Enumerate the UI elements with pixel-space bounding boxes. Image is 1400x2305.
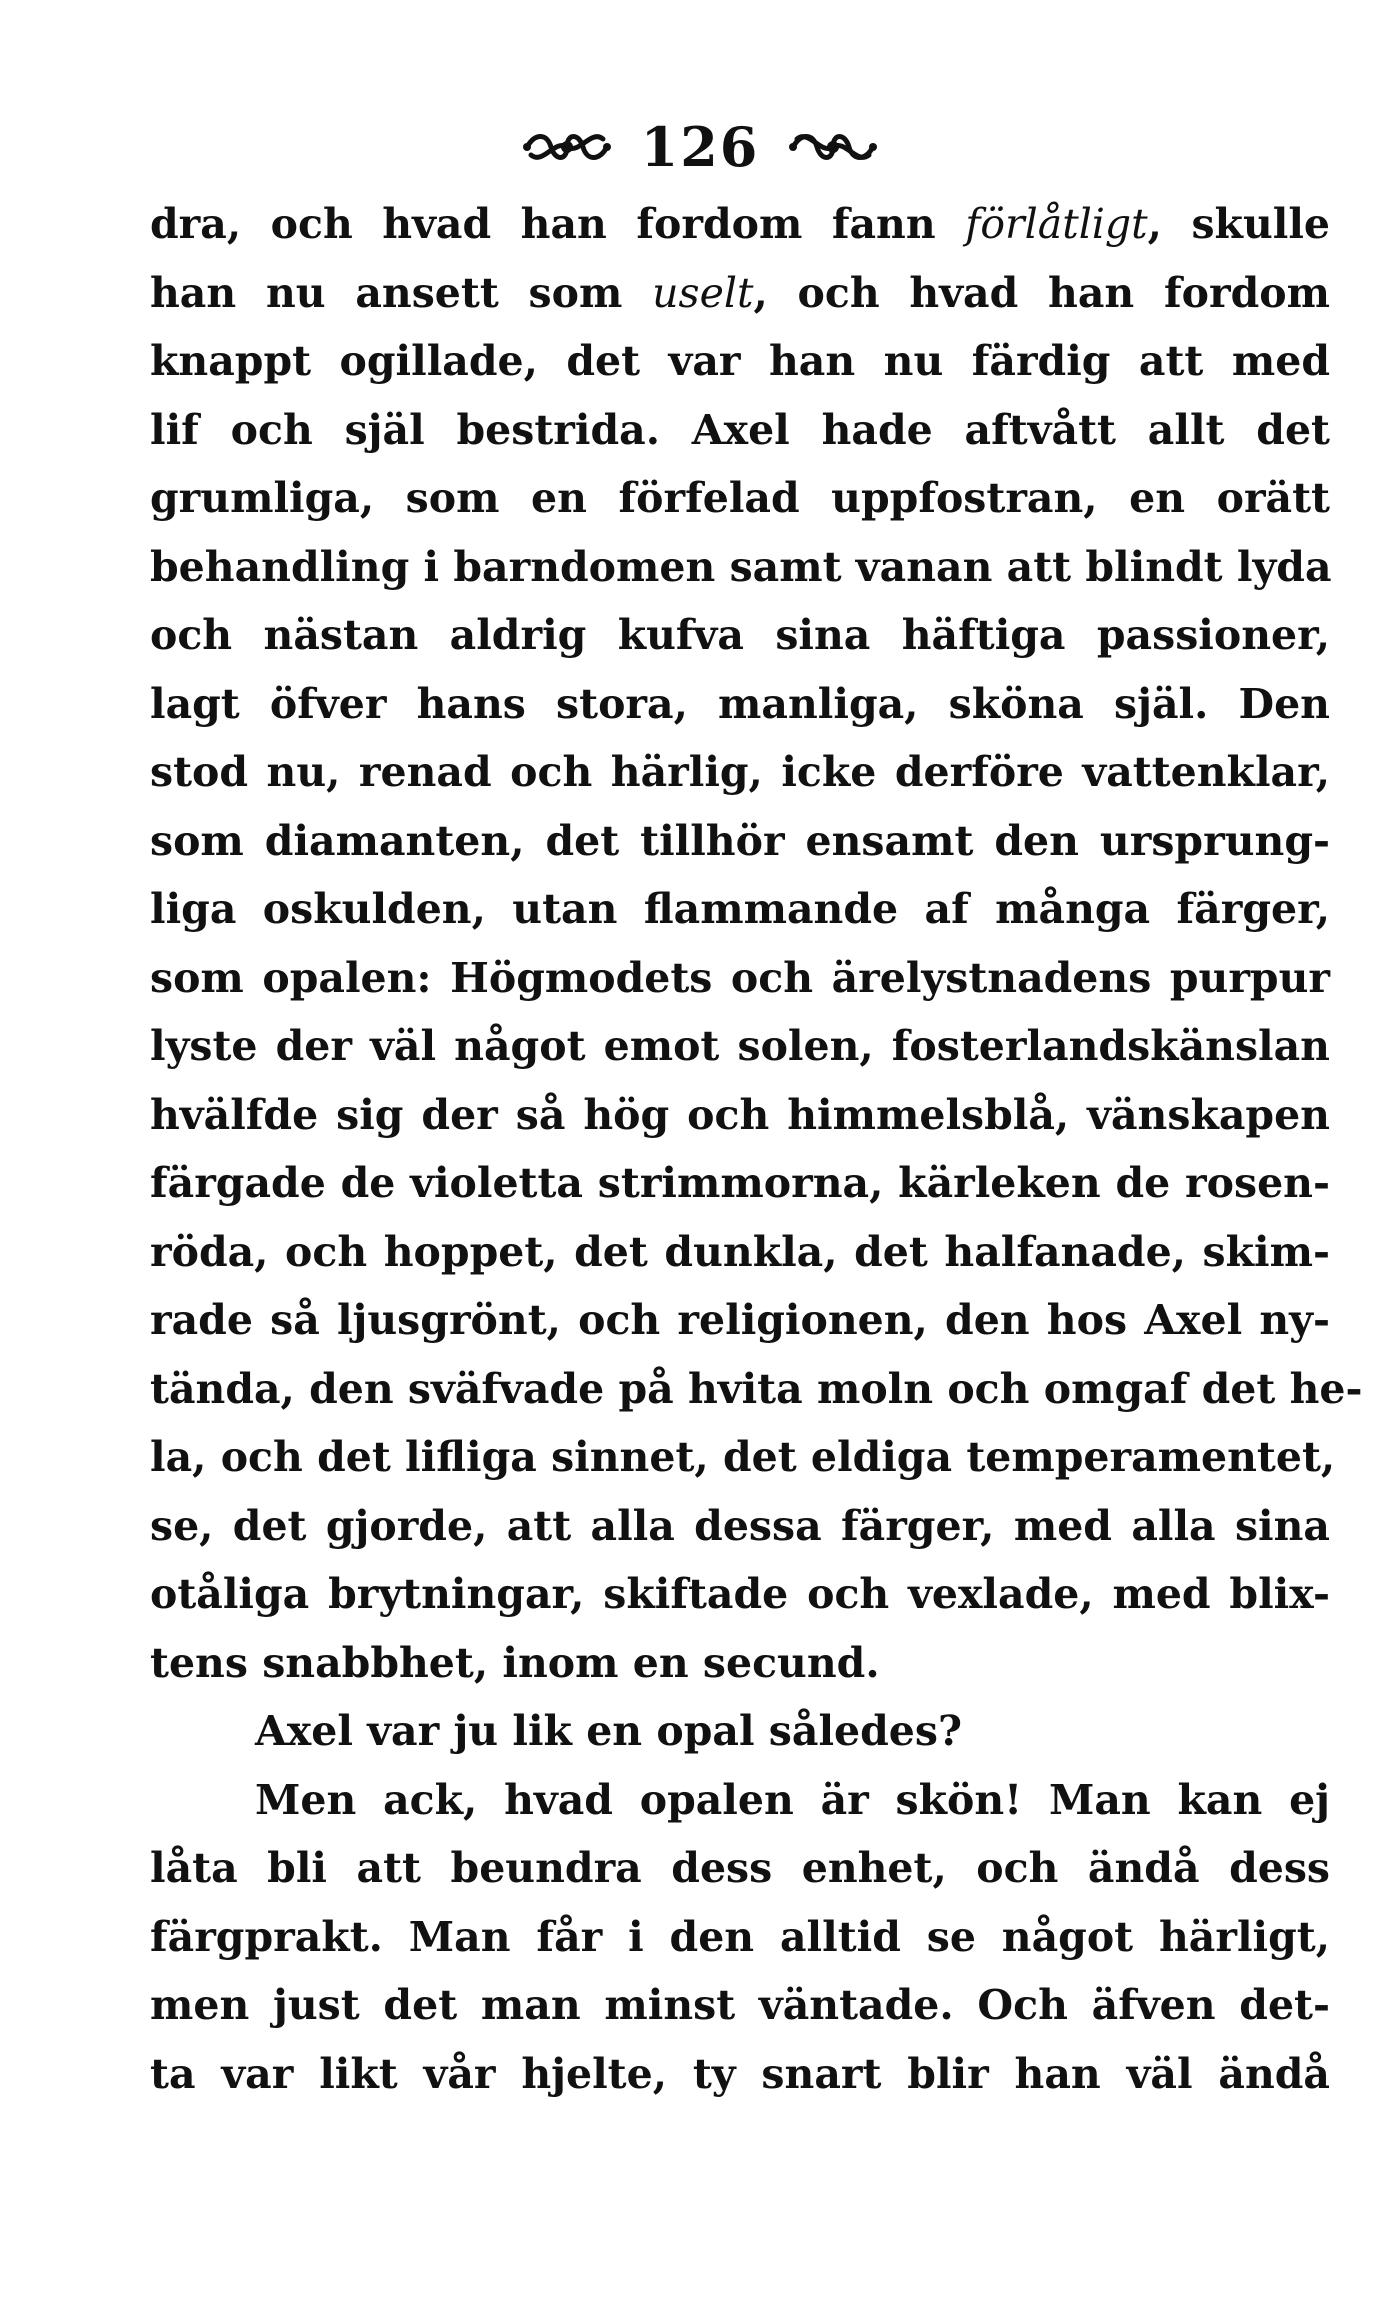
text-line: se, det gjorde, att alla dessa färger, med alla sina (150, 1501, 1330, 1550)
text-line: behandling i barndomen samt vanan att blindt lyda (150, 542, 1332, 591)
text-line: la, och det lifliga sinnet, det eldiga temperamentet, (150, 1433, 1336, 1481)
text-line: liga oskulden, utan flammande af många färger, (150, 885, 1330, 933)
body-text (150, 190, 1363, 2108)
text-line: grumliga, som en förfelad uppfostran, en orätt (150, 474, 1330, 522)
text-line: men just det man minst väntade. Och äfven det- (150, 1981, 1330, 2029)
text-line: tända, den sväfvade på hvita moln och omgaf det he- (150, 1364, 1363, 1413)
text-line: han nu ansett som uselt, och hvad han fordom (150, 268, 1330, 317)
text-line: röda, och hoppet, det dunkla, det halfanade, skim- (150, 1227, 1330, 1276)
text-line: och nästan aldrig kufva sina häftiga passioner, (150, 611, 1330, 659)
text-line: Men ack, hvad opalen är skön! Man kan ej (255, 1775, 1330, 1824)
page-header (0, 112, 1400, 182)
text-line: dra, och hvad han fordom fann förlåtligt, skulle (150, 200, 1330, 248)
text-line: stod nu, renad och härlig, icke derföre vattenklar, (150, 748, 1330, 796)
text-line: Axel var ju lik en opal således? (255, 1707, 962, 1755)
text-line: knappt ogillade, det var han nu färdig att med (150, 337, 1330, 385)
text-line: tens snabbhet, inom en secund. (150, 1638, 880, 1687)
text-line: otåliga brytningar, skiftade och vexlade, med blix- (150, 1570, 1330, 1618)
text-line: som diamanten, det tillhör ensamt den ursprung- (150, 816, 1330, 865)
text-line: som opalen: Högmodets och ärelystnadens purpur (150, 953, 1330, 1002)
italic-word: uselt (652, 268, 754, 317)
text-line: låta bli att beundra dess enhet, och ändå dess (150, 1844, 1330, 1892)
text-line: rade så ljusgrönt, och religionen, den hos Axel ny- (150, 1296, 1330, 1344)
page-number: 126 (640, 115, 760, 179)
text-line: hvälfde sig der så hög och himmelsblå, vänskapen (150, 1090, 1330, 1139)
left-ornament-icon (521, 127, 613, 167)
text-line: lyste der väl något emot solen, fosterlandskänslan (150, 1022, 1330, 1070)
text-line: färgade de violetta strimmorna, kärleken de rosen- (150, 1159, 1330, 1207)
text-line: lagt öfver hans stora, manliga, sköna själ. Den (150, 679, 1330, 728)
italic-word: förlåtligt (965, 200, 1148, 248)
text-line: färgprakt. Man får i den alltid se något härligt, (150, 1912, 1330, 1961)
right-ornament-icon (787, 127, 879, 167)
text-line: ta var likt vår hjelte, ty snart blir han väl ändå (150, 2049, 1330, 2098)
text-line: lif och själ bestrida. Axel hade aftvått allt det (150, 405, 1330, 454)
